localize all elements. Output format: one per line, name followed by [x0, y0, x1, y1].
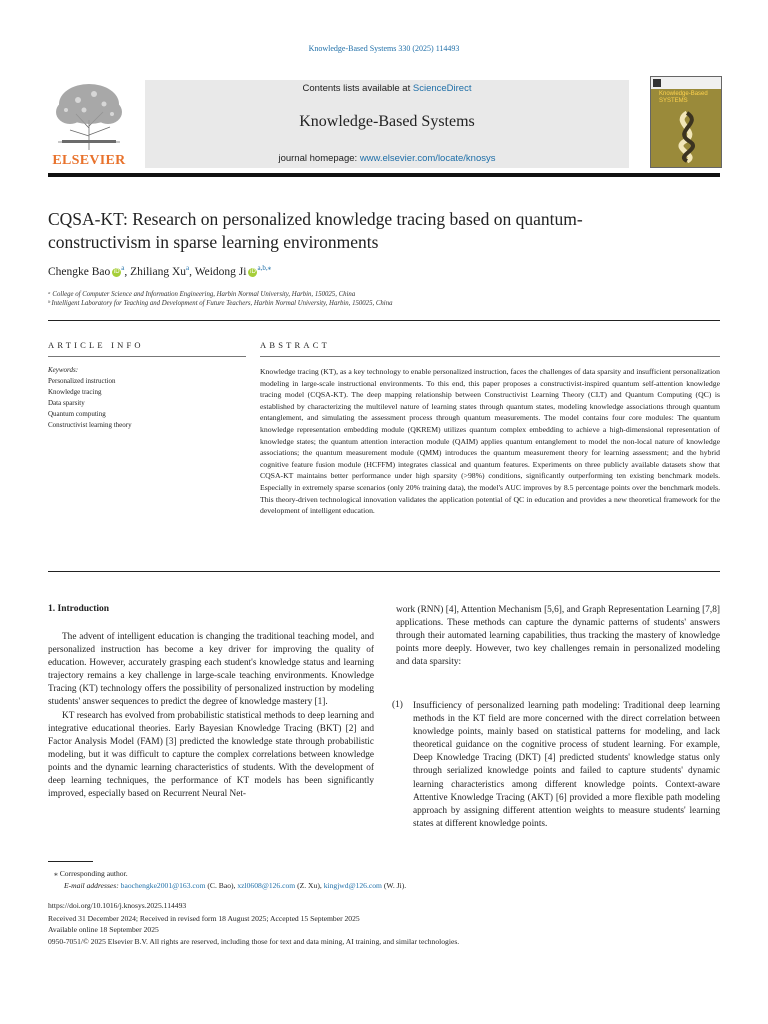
author-line: Chengke Bao iD $^a$, Zhiliang Xu$^a$, Weidong Ji iD $^{a,b,⁎}$: [48, 264, 272, 278]
orcid-icon[interactable]: iD: [250, 268, 256, 275]
keyword-item: Knowledge tracing: [48, 388, 102, 396]
intro-paragraph: The advent of intelligent education is changing the traditional teaching model, and personalized instruction has become a key driver for improving the quality of education. However, accurately grasping each student's knowledge status and learning trajectory remains a key challenge in large-scale teaching environments. Knowledge Tracing (KT) technology offers the possibility of personalized instruction by modeling students' answer sequences to predict the degree of knowledge mastery [1].: [48, 632, 374, 708]
available-online: Available online 18 September 2025: [48, 925, 159, 934]
affiliation-b: ᵇ Intelligent Laboratory for Teaching and Development of Future Teachers, Harbin Normal University, Harbin, 150025, China: [48, 300, 393, 307]
journal-reference-link[interactable]: Knowledge-Based Systems 330 (2025) 114493: [308, 44, 460, 53]
email-addresses: [64, 880, 720, 891]
email-link[interactable]: xzl0608@126.com: [237, 881, 296, 890]
list-item-text: Insufficiency of personalized learning path modeling: Traditional deep learning methods in the KT field are more concerned with the direct correlation between knowledge points, mainly based on statistical patterns for modeling, and lack theoretical guidance on the cognitive process of student learning. For example, Deep Knowledge Tracing (DKT) [4] predicted students' knowledge status only through serialized knowledge points and failed to capture students' dynamic learning characteristics among different knowledge points. Context-aware Attentive Knowledge Tracing (AKT) [6] provided a more flexible path modeling approach by assigning different attention weights to measure students' learning states at different knowledge points.: [413, 701, 720, 829]
corresponding-author-note: ⁎ Corresponding author.: [54, 869, 128, 878]
keyword-item: Data sparsity: [48, 399, 85, 407]
publisher-name: ELSEVIER: [52, 153, 126, 168]
affiliation-a: ᵃ College of Computer Science and Information Engineering, Harbin Normal University, Harbin, 150025, China: [48, 291, 356, 298]
footnote-rule: [48, 861, 93, 862]
list-item-number: (1): [392, 700, 403, 710]
cover-title: Knowledge-Based SYSTEMS: [659, 91, 708, 104]
email-owner: (C. Bao),: [207, 881, 236, 890]
copyright-line: 0950-7051/© 2025 Elsevier B.V. All rights are reserved, including those for text and data mining, AI training, and similar technologies.: [48, 937, 460, 946]
intro-paragraph: KT research has evolved from probabilistic statistical methods to deep learning and integrative educational theories. Early Bayesian Knowledge Tracing (BKT) [2] and Factor Analysis Model (FAM) [3] predicted the knowledge state through probabilistic modeling, but it was difficult to capture the complex correlations between knowledge points and the dynamic learning characteristics of students. With the development of deep learning techniques, the performance of KT models has been significantly improved, especially based on Recurrent Neural Net-: [48, 710, 374, 800]
article-info-rule: [48, 356, 246, 357]
author-name[interactable]: Weidong Ji: [194, 265, 247, 278]
journal-homepage-link[interactable]: www.elsevier.com/locate/knosys: [359, 153, 496, 164]
contents-prefix: Contents lists available at: [302, 83, 413, 94]
article-title: CQSA-KT: Research on personalized knowledge tracing based on quantum-constructivism in sparse learning environments: [48, 209, 583, 252]
header-rule: [48, 173, 720, 177]
orcid-icon[interactable]: iD: [113, 268, 120, 275]
journal-title: Knowledge-Based Systems: [299, 113, 475, 130]
abstract-rule: [260, 356, 720, 357]
abstract-heading: ABSTRACT: [260, 340, 330, 350]
section-heading-introduction: 1. Introduction: [48, 604, 110, 614]
intro-left-column: [48, 631, 374, 801]
contents-line: [145, 83, 629, 94]
keyword-item: Constructivist learning theory: [48, 421, 132, 429]
email-label: E-mail addresses:: [64, 881, 119, 890]
author-affil-sup: a: [186, 264, 190, 272]
homepage-line: [145, 153, 629, 164]
article-info-heading: ARTICLE INFO: [48, 340, 144, 350]
doi-link[interactable]: https://doi.org/10.1016/j.knosys.2025.114493: [48, 901, 187, 910]
email-owner: (W. Ji).: [383, 881, 407, 890]
author-affil-sup: a: [121, 264, 125, 272]
author-name[interactable]: Chengke Bao: [48, 265, 111, 278]
email-owner: (Z. Xu),: [297, 881, 322, 890]
journal-cover-image: [650, 76, 722, 168]
intro-right-column: [396, 604, 720, 669]
title-rule: [48, 320, 720, 321]
received-dates: Received 31 December 2024; Received in revised form 18 August 2025; Accepted 15 September 2025: [48, 914, 360, 923]
homepage-prefix: journal homepage:: [278, 153, 360, 164]
abstract-text: Knowledge tracing (KT), as a key technology to enable personalized instruction, faces the challenges of data sparsity and insufficient personalization modeling in large-scale instructional environments. To this end, this paper proposes a constructivist-inspired quantum self-attention knowledge tracing model (CQSA-KT). The deep mapping relationship between Constructivist Learning Theory (CLT) and Quantum Computing (QC) is established by characterizing the multilevel nature of learning states through quantum states, modeling knowledge associations through quantum entanglement, and simulating the assessment process through quantum measurements. The model contains four core modules: The quantum knowledge representation embedding module (QKREM) utilizes quantum complex embedding to achieve a high-dimensional representation of knowledge states; the quantum attention interaction module (QAIM) applies quantum entanglement to model the non-local nature of knowledge associations; the quantum measurement module (QMM) introduces the quantum measurement theory for learning assessment; and the hybrid cognitive feature fusion module (HCFFM) integrates classical and quantum features. Experiments on three publicly available datasets show that CQSA-KT maintains better performance under high sparsity (>98%) conditions, significantly outperforming ten existing benchmark models. Especially in extremely sparse scenarios (only 20% training data), the model's AUC improves by 8.5 percentage points over the benchmark models. This theory-driven technological innovation validates the application potential of QC in education and provides a new theoretical framework for the development of intelligent education.: [260, 367, 720, 516]
author-affil-sup: a,b,⁎: [257, 264, 272, 272]
email-link[interactable]: baochengke2001@163.com: [120, 881, 206, 890]
sciencedirect-link[interactable]: ScienceDirect: [412, 83, 472, 94]
email-link[interactable]: kingjwd@126.com: [323, 881, 382, 890]
keyword-item: Quantum computing: [48, 410, 106, 418]
intro-paragraph: work (RNN) [4], Attention Mechanism [5,6], and Graph Representation Learning [7,8] applications. These methods can capture the dynamic patterns of students' answers through their automated learning capabilities, thus tracking the mastery of knowledge points more deeply. However, two key challenges remain in personalized modeling and data sparsity:: [396, 605, 720, 668]
author-name[interactable]: Zhiliang Xu: [130, 265, 187, 278]
keywords-label: Keywords:: [48, 366, 79, 374]
keyword-item: Personalized instruction: [48, 377, 116, 385]
abstract-bottom-rule: [48, 571, 720, 572]
